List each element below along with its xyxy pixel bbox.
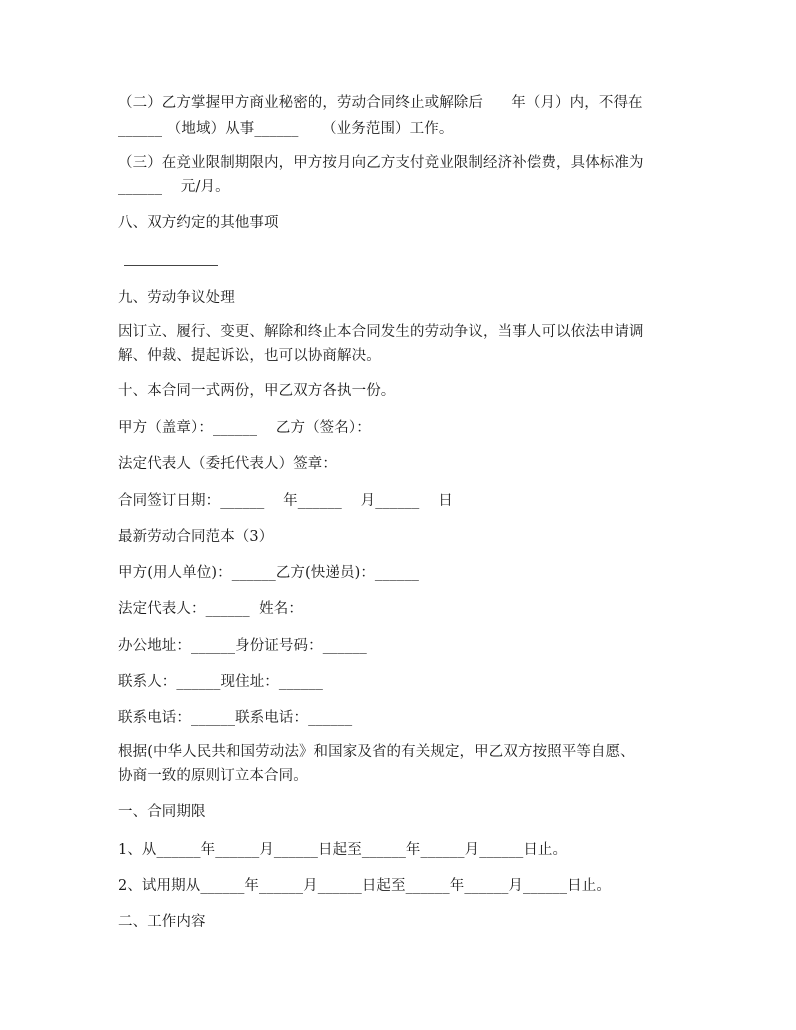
contact-address-line: 联系人：______现住址：______ [118, 674, 323, 690]
legal-rep-signature-line: 法定代表人（委托代表人）签章： [118, 456, 337, 472]
dispute-text-line-2: 解、仲裁、提起诉讼，也可以协商解决。 [118, 348, 381, 364]
probation-line: 2、试用期从______年______月______日起至______年______月______日止。 [118, 878, 611, 894]
section-9-heading: 九、劳动争议处理 [118, 290, 235, 306]
clause-7-3-line-1: （三）在竞业限制期限内，甲方按月向乙方支付竞业限制经济补偿费，具体标准为 [118, 155, 644, 171]
phone-line: 联系电话：______联系电话：______ [118, 710, 353, 726]
clause-7-3-line-2: ______ 元/月。 [118, 179, 230, 195]
preamble-line-1: 根据(中华人民共和国劳动法》和国家及省的有关规定，甲乙双方按照平等自愿、 [118, 744, 635, 760]
section-1-heading: 一、合同期限 [118, 804, 206, 820]
section-10-heading: 十、本合同一式两份，甲乙双方各执一份。 [118, 383, 396, 399]
legal-rep-name-line: 法定代表人：______ 姓名： [118, 601, 303, 617]
section-2-heading: 二、工作内容 [118, 914, 206, 930]
clause-7-2-line-2: ______ （地域）从事______ （业务范围）工作。 [118, 121, 454, 137]
template-3-title: 最新劳动合同范本（3） [118, 529, 274, 545]
clause-7-2-line-1: （二）乙方掌握甲方商业秘密的，劳动合同终止或解除后 年（月）内，不得在 [118, 95, 643, 111]
parties-line: 甲方(用人单位)：______乙方(快递员)：______ [118, 565, 420, 581]
contract-term-line: 1、从______年______月______日起至______年______月______日止。 [118, 842, 568, 858]
party-seal-line: 甲方（盖章）：______ 乙方（签名）： [118, 420, 371, 436]
address-id-line: 办公地址：______身份证号码：______ [118, 638, 367, 654]
dispute-text-line-1: 因订立、履行、变更、解除和终止本合同发生的劳动争议，当事人可以依法申请调 [118, 324, 644, 340]
blank-underline [124, 265, 218, 266]
section-8-heading: 八、双方约定的其他事项 [118, 215, 279, 231]
signing-date-line: 合同签订日期：______ 年______ 月______ 日 [118, 493, 453, 509]
preamble-line-2: 协商一致的原则订立本合同。 [118, 768, 308, 784]
